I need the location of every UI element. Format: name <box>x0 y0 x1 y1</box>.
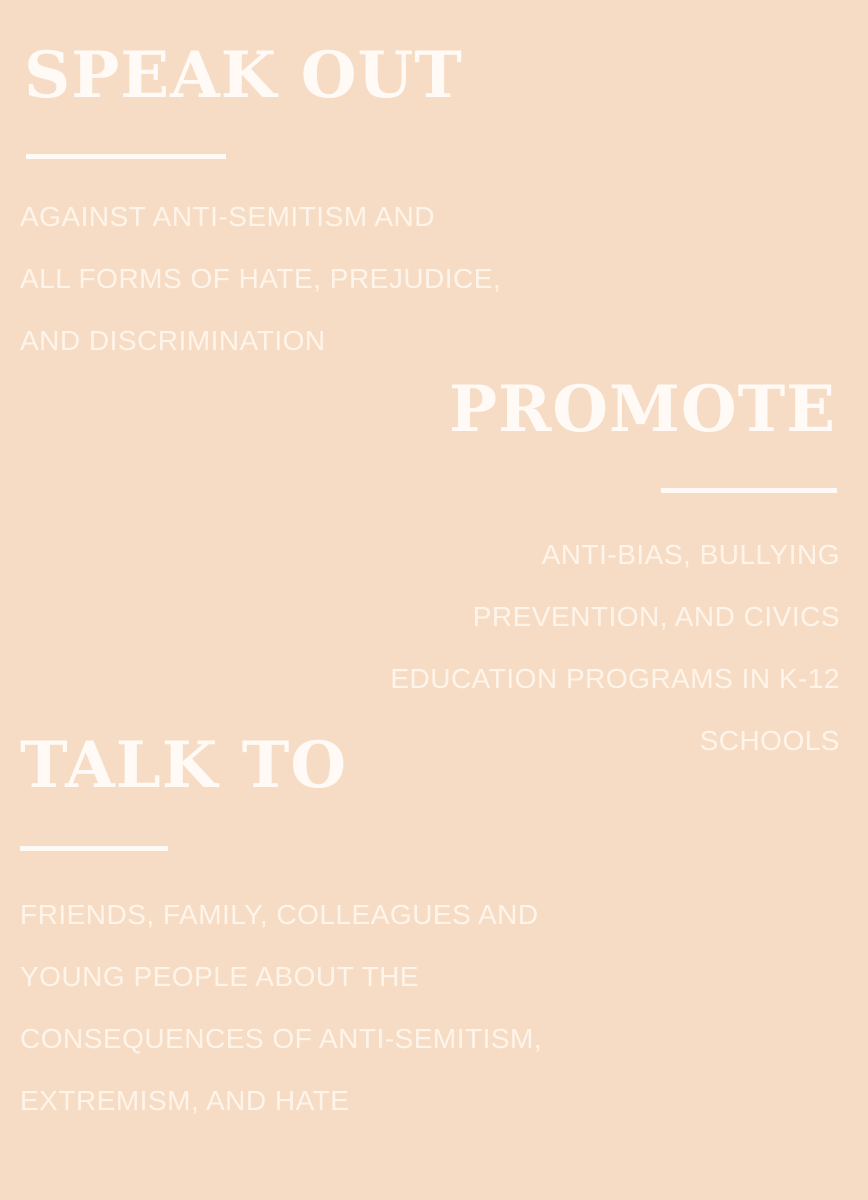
talk-to-line: EXTREMISM, AND HATE <box>20 1085 350 1116</box>
speak-out-divider <box>26 154 226 159</box>
promote-line: SCHOOLS <box>699 725 840 756</box>
speak-out-heading: SPEAK OUT <box>24 38 463 113</box>
promote-line: EDUCATION PROGRAMS IN K-12 <box>390 663 840 694</box>
speak-out-line: AGAINST ANTI-SEMITISM AND <box>20 201 435 232</box>
speak-out-line: AND DISCRIMINATION <box>20 325 326 356</box>
promote-line: ANTI-BIAS, BULLYING <box>541 539 840 570</box>
promote-heading: PROMOTE <box>448 372 836 447</box>
talk-to-line: YOUNG PEOPLE ABOUT THE <box>20 961 419 992</box>
promote-description <box>390 524 840 772</box>
promote-divider <box>661 488 837 493</box>
talk-to-divider <box>20 846 168 851</box>
speak-out-description <box>20 186 501 372</box>
talk-to-heading: TALK TO <box>20 728 348 803</box>
promote-line: PREVENTION, AND CIVICS <box>472 601 840 632</box>
talk-to-line: FRIENDS, FAMILY, COLLEAGUES AND <box>20 899 539 930</box>
talk-to-description <box>20 884 542 1132</box>
speak-out-line: ALL FORMS OF HATE, PREJUDICE, <box>20 263 502 294</box>
talk-to-line: CONSEQUENCES OF ANTI-SEMITISM, <box>20 1023 543 1054</box>
